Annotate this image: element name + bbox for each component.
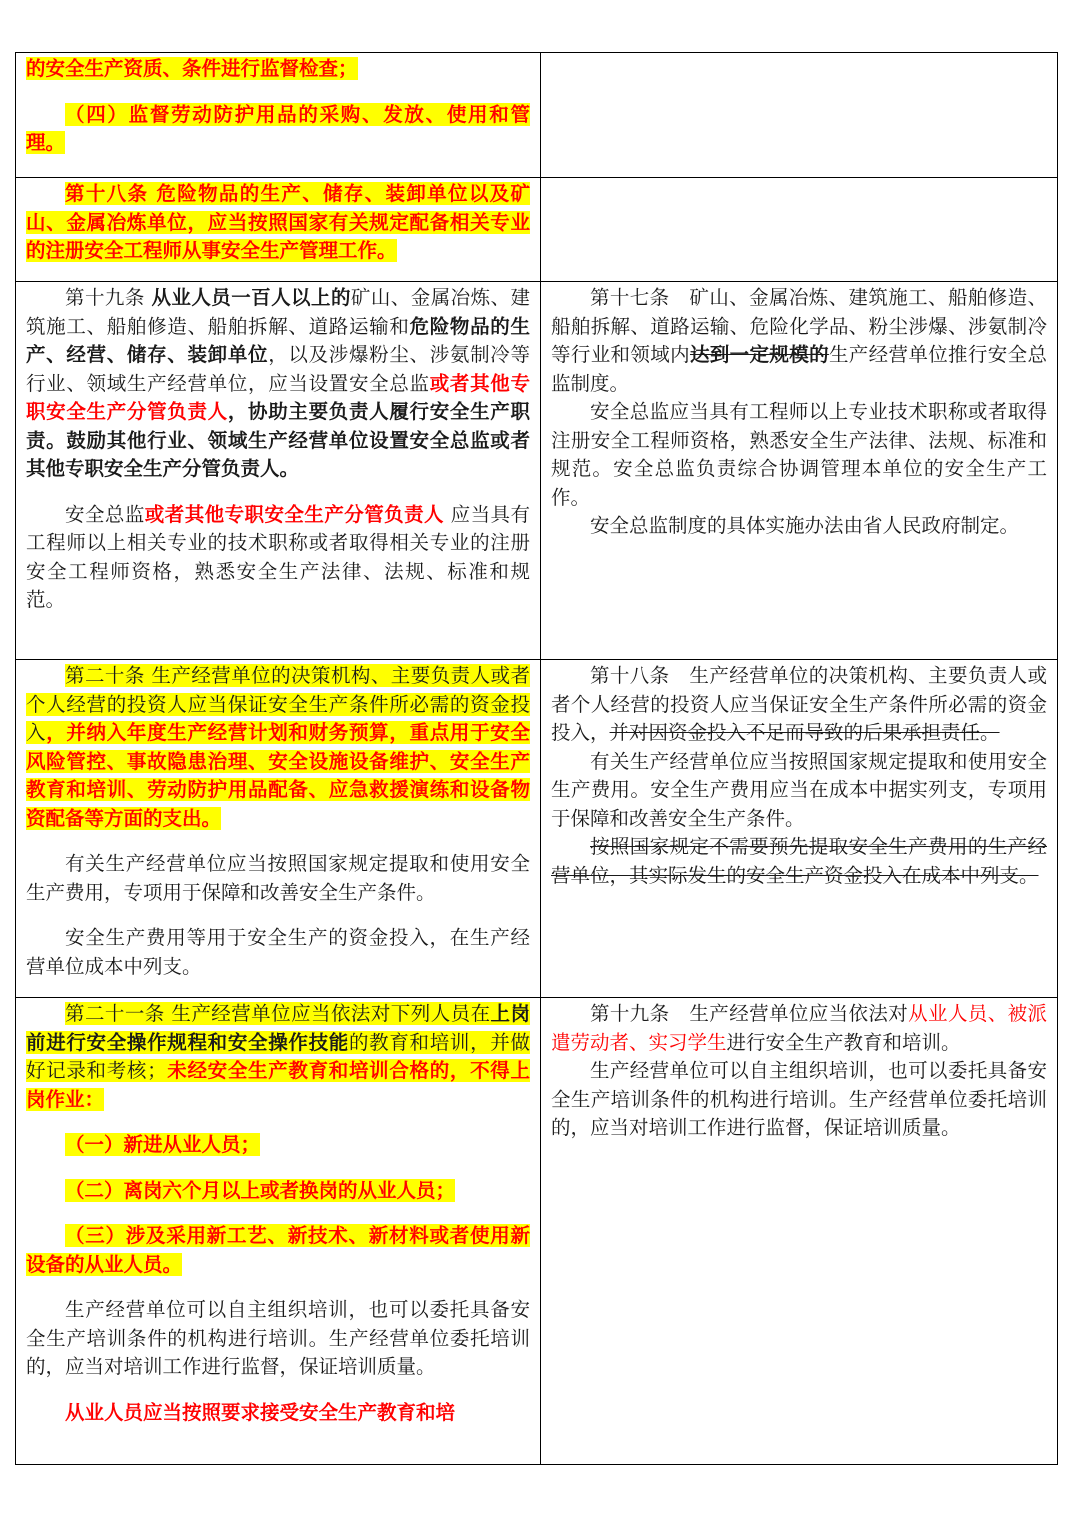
- paragraph: 安全生产费用等用于安全生产的资金投入，在生产经营单位成本中列支。: [26, 926, 530, 978]
- new-text-cell: [16, 660, 541, 998]
- paragraph: 有关生产经营单位应当按照国家规定提取和使用安全生产费用。安全生产费用应当在成本中据实列支，专项用于保障和改善安全生产条件。: [551, 749, 1047, 830]
- paragraph: 生产经营单位可以自主组织培训，也可以委托具备安全生产培训条件的机构进行培训。生产经营单位委托培训的，应当对培训工作进行监督，保证培训质量。: [26, 1298, 530, 1378]
- table-row: [16, 53, 1058, 178]
- list-item: （三）涉及采用新工艺、新技术、新材料或者使用新设备的从业人员。: [26, 1224, 530, 1276]
- new-text-cell: [16, 178, 541, 282]
- paragraph: 安全总监或者其他专职安全生产分管负责人 应当具有工程师以上相关专业的技术职称或者取得相关专业的注册安全工程师资格，熟悉安全生产法律、法规、标准和规范。: [26, 502, 530, 611]
- paragraph: 有关生产经营单位应当按照国家规定提取和使用安全生产费用，专项用于保障和改善安全生产条件。: [26, 852, 530, 904]
- paragraph: 第十九条 从业人员一百人以上的矿山、金属冶炼、建筑施工、船舶修造、船舶拆解、道路运输和危险物品的生产、经营、储存、装卸单位，以及涉爆粉尘、涉氨制冷等行业、领域生产经营单位，应当设置安全总监或者其他专职安全生产分管负责人，协助主要负责人履行安全生产职责。鼓励其他行业、领域生产经营单位设置安全总监或者其他专职安全生产分管负责人。: [26, 286, 530, 480]
- paragraph: （四）监督劳动防护用品的采购、发放、使用和管理。: [26, 102, 530, 154]
- paragraph: 安全总监应当具有工程师以上专业技术职称或者取得注册安全工程师资格，熟悉安全生产法律、法规、标准和规范。安全总监负责综合协调管理本单位的安全生产工作。: [551, 400, 1047, 509]
- old-text-cell: [541, 998, 1058, 1465]
- list-item: （一）新进从业人员；: [65, 1133, 261, 1156]
- paragraph: 从业人员应当按照要求接受安全生产教育和培: [65, 1400, 456, 1424]
- list-item: （二）离岗六个月以上或者换岗的从业人员；: [65, 1178, 456, 1202]
- old-text-cell: [541, 178, 1058, 282]
- new-text-cell: [16, 53, 541, 178]
- paragraph: 第十九条 生产经营单位应当依法对从业人员、被派遣劳动者、实习学生进行安全生产教育和培训。: [551, 1002, 1047, 1054]
- old-text-cell: [541, 53, 1058, 178]
- table-row: [16, 660, 1058, 998]
- old-text-cell: [541, 660, 1058, 998]
- paragraph: 第二十条 生产经营单位的决策机构、主要负责人或者个人经营的投资人应当保证安全生产条件所必需的资金投入，并纳入年度生产经营计划和财务预算，重点用于安全风险管控、事故隐患治理、安全设施设备维护、安全生产教育和培训、劳动防护用品配备、应急救援演练和设备物资配备等方面的支出。: [26, 664, 530, 830]
- paragraph: 第十八条 生产经营单位的决策机构、主要负责人或者个人经营的投资人应当保证安全生产条件所必需的资金投入，并对因资金投入不足而导致的后果承担责任。: [551, 664, 1047, 744]
- paragraph: 第十七条 矿山、金属冶炼、建筑施工、船舶修造、船舶拆解、道路运输、危险化学品、粉尘涉爆、涉氨制冷等行业和领域内达到一定规模的生产经营单位推行安全总监制度。: [551, 286, 1047, 395]
- new-text-cell: [16, 998, 541, 1465]
- table-row: [16, 178, 1058, 282]
- paragraph: 按照国家规定不需要预先提取安全生产费用的生产经营单位，其实际发生的安全生产资金投入在成本中列支。: [551, 835, 1047, 887]
- paragraph: 的安全生产资质、条件进行监督检查；: [26, 57, 358, 80]
- new-text-cell: [16, 282, 541, 660]
- paragraph: 第十八条 危险物品的生产、储存、装卸单位以及矿山、金属冶炼单位，应当按照国家有关规定配备相关专业的注册安全工程师从事安全生产管理工作。: [26, 182, 530, 262]
- paragraph: 安全总监制度的具体实施办法由省人民政府制定。: [590, 514, 1020, 537]
- table-row: [16, 282, 1058, 660]
- paragraph: 第二十一条 生产经营单位应当依法对下列人员在上岗前进行安全操作规程和安全操作技能的教育和培训，并做好记录和考核；未经安全生产教育和培训合格的，不得上岗作业：: [26, 1002, 530, 1111]
- paragraph: 生产经营单位可以自主组织培训，也可以委托具备安全生产培训条件的机构进行培训。生产经营单位委托培训的，应当对培训工作进行监督，保证培训质量。: [551, 1059, 1047, 1139]
- old-text-cell: [541, 282, 1058, 660]
- comparison-table: [15, 52, 1058, 1465]
- table-row: [16, 998, 1058, 1465]
